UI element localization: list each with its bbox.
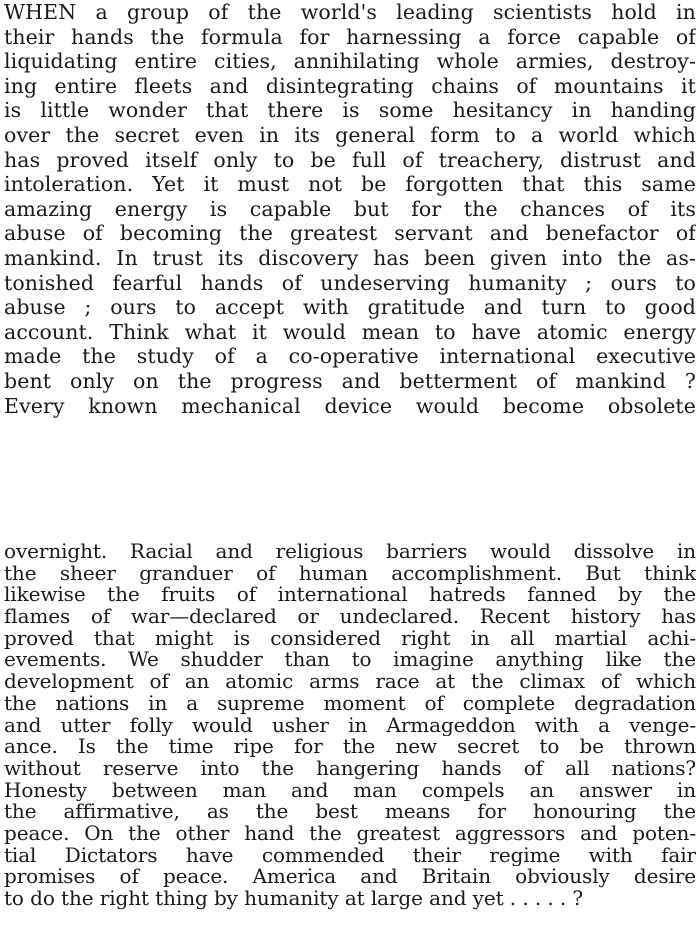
- text-line: liquidating entire cities, annihilating whole armies, destroy-: [4, 49, 696, 74]
- text-line: promises of peace. America and Britain obviously desire: [4, 866, 696, 888]
- text-line: evements. We shudder than to imagine anything like the: [4, 649, 696, 672]
- text-line: Honesty between man and man compels an answer in: [4, 779, 696, 802]
- text-line: over the secret even in its general form to a world which: [4, 122, 696, 147]
- text-line: their hands the formula for harnessing a force capable of: [4, 24, 696, 49]
- text-line: tonished fearful hands of undeserving humanity ; ours to: [4, 270, 696, 295]
- text-line: likewise the fruits of international hatreds fanned by the: [4, 584, 696, 607]
- text-line: bent only on the progress and betterment of mankind ?: [4, 368, 696, 393]
- article-lower-block: [4, 541, 696, 910]
- text-line: overnight. Racial and religious barriers would dissolve in: [4, 541, 696, 563]
- text-line: flames of war—declared or undeclared. Recent history has: [4, 606, 696, 628]
- text-line: mankind. In trust its discovery has been given into the as-: [4, 245, 696, 270]
- text-line: Every known mechanical device would become obsolete: [4, 393, 696, 418]
- text-line: intoleration. Yet it must not be forgotten that this same: [4, 172, 696, 197]
- text-line: tial Dictators have commended their regime with fair: [4, 844, 696, 867]
- text-line: without reserve into the hangering hands of all nations?: [4, 757, 696, 780]
- text-line: peace. On the other hand the greatest aggressors and poten-: [4, 822, 696, 845]
- text-line: is little wonder that there is some hesitancy in handing: [4, 98, 696, 123]
- text-line: made the study of a co-operative international executive: [4, 344, 696, 369]
- text-line: and utter folly would usher in Armageddon with a venge-: [4, 714, 696, 737]
- text-line: abuse ; ours to accept with gratitude and turn to good: [4, 295, 696, 320]
- article-upper-block: [4, 0, 696, 418]
- text-line: the sheer granduer of human accomplishment. But think: [4, 562, 696, 585]
- text-line: the nations in a supreme moment of complete degradation: [4, 692, 696, 715]
- text-line: abuse of becoming the greatest servant and benefactor of: [4, 221, 696, 246]
- text-line: has proved itself only to be full of treachery, distrust and: [4, 147, 696, 172]
- text-line: amazing energy is capable but for the chances of its: [4, 196, 696, 221]
- text-line: ance. Is the time ripe for the new secret to be thrown: [4, 736, 696, 758]
- text-line: account. Think what it would mean to have atomic energy: [4, 319, 696, 344]
- text-line: ing entire fleets and disintegrating chains of mountains it: [4, 73, 696, 98]
- text-line: WHEN a group of the world's leading scientists hold in: [4, 0, 696, 24]
- text-line: to do the right thing by humanity at large and yet . . . . . ?: [4, 888, 584, 910]
- text-line: proved that might is considered right in all martial achi-: [4, 627, 696, 650]
- article-page: [4, 0, 696, 951]
- text-line: the affirmative, as the best means for honouring the: [4, 801, 696, 823]
- text-line: development of an atomic arms race at the climax of which: [4, 671, 696, 693]
